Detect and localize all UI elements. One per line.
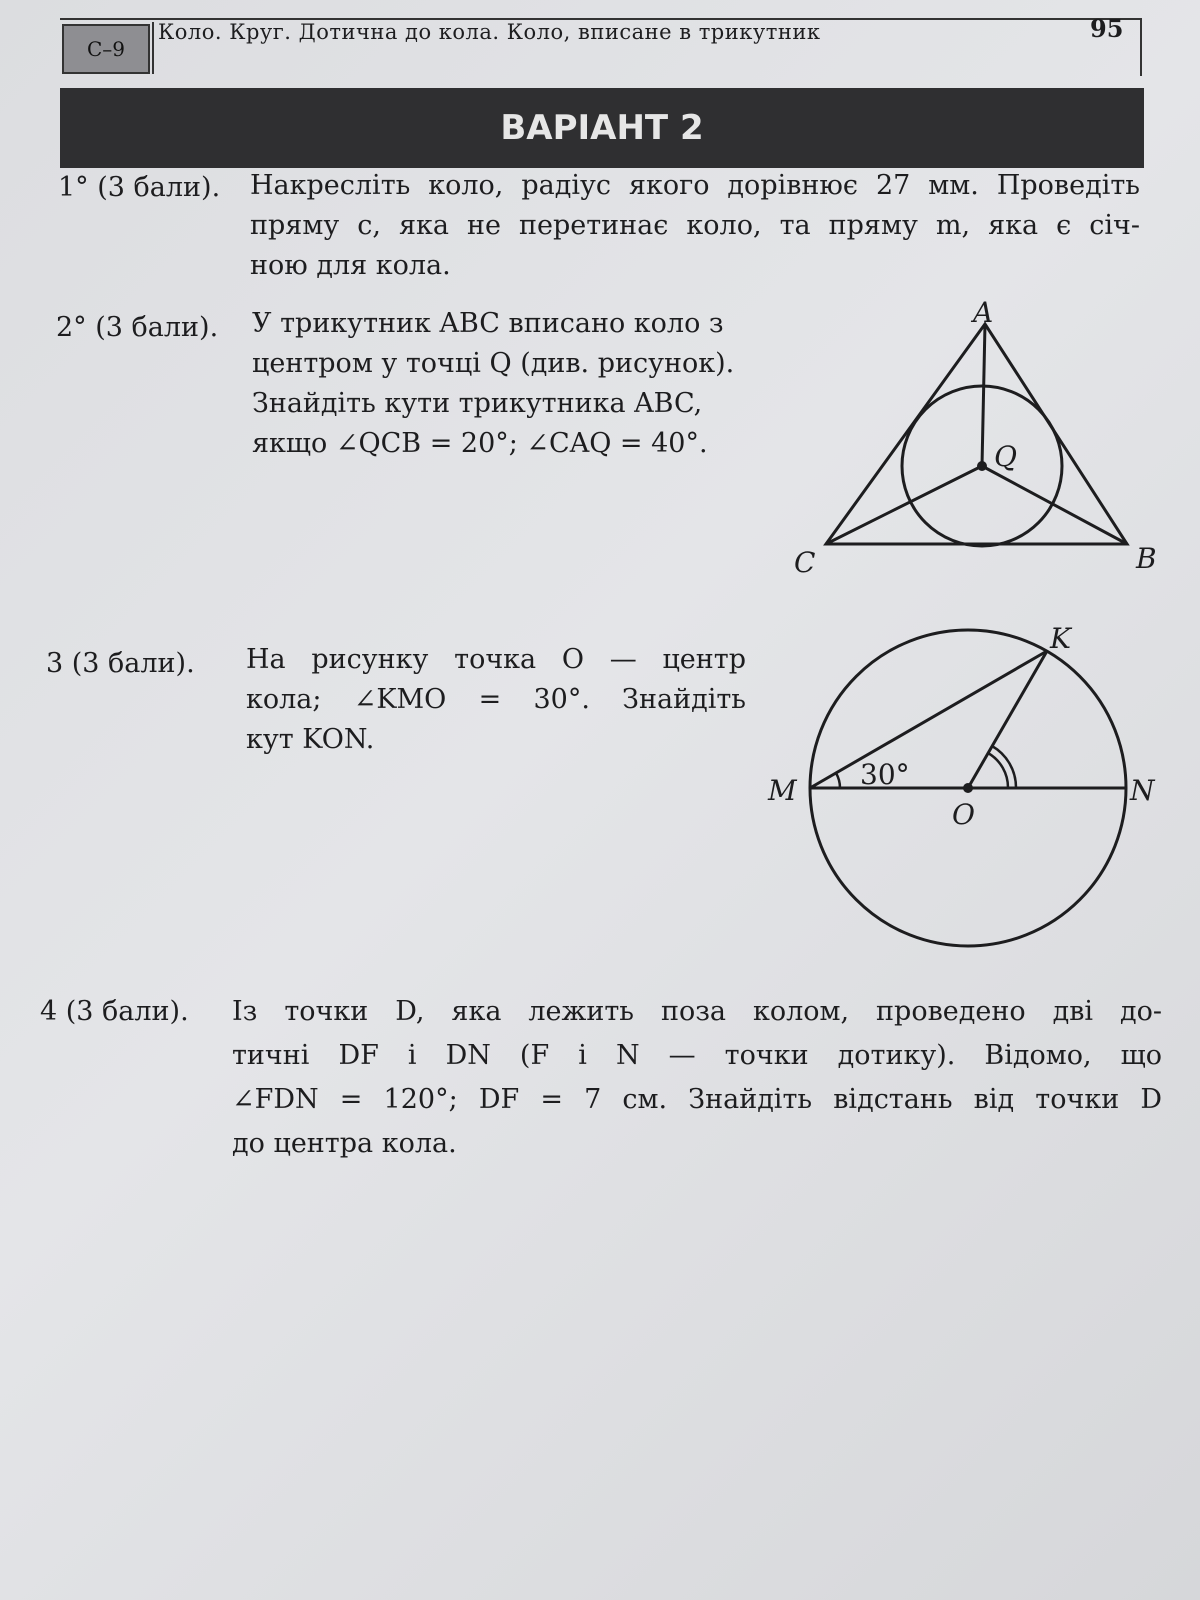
task-3-line: кут KON. [246, 724, 375, 755]
task-4-number: 4 (3 бали). [40, 996, 189, 1027]
task-1-line: Накресліть коло, радіус якого дорівнює 27 мм. Проведіть [250, 170, 1140, 201]
variant-banner: ВАРІАНТ 2 [60, 88, 1144, 168]
task-2-line: центром у точці Q (див. рисунок). [252, 348, 735, 379]
task-2-text [252, 304, 772, 464]
circle-chord-figure [760, 620, 1160, 960]
task-2-number: 2° (3 бали). [56, 312, 219, 343]
label-a: A [973, 296, 994, 329]
label-q: Q [994, 440, 1017, 473]
task-3-number: 3 (3 бали). [46, 648, 195, 679]
task-4-text [232, 990, 1162, 1166]
header-title: Коло. Круг. Дотична до кола. Коло, вписане в трикутник [158, 20, 821, 44]
label-m: M [768, 774, 797, 807]
label-n: N [1130, 774, 1155, 807]
task-3-line: На рисунку точка O — центр [246, 644, 746, 675]
task-1-line: ною для кола. [250, 250, 451, 281]
page-number: 95 [1090, 14, 1124, 43]
task-2-line: якщо ∠QCB = 20°; ∠CAQ = 40°. [252, 428, 708, 459]
task-2-line: Знайдіть кути трикутника ABC, [252, 388, 703, 419]
label-k: K [1050, 622, 1071, 655]
label-o: O [952, 798, 975, 831]
task-4-line: Із точки D, яка лежить поза колом, проведено дві до- [232, 996, 1162, 1027]
task-3-line: кола; ∠KMO = 30°. Знайдіть [246, 684, 746, 715]
angle-arc-kon-outer [992, 746, 1016, 788]
task-2-line: У трикутник ABC вписано коло з [252, 308, 724, 339]
point-o [963, 783, 973, 793]
task-3-text [246, 640, 746, 760]
task-1-text [250, 166, 1140, 286]
triangle-abc [826, 324, 1127, 544]
triangle-incircle-figure [770, 290, 1170, 590]
angle-arc-kmo [836, 773, 840, 788]
segment-aq [982, 324, 985, 466]
task-1-number: 1° (3 бали). [58, 172, 221, 203]
point-q [977, 461, 987, 471]
label-c: C [794, 546, 816, 579]
task-4-line: ∠FDN = 120°; DF = 7 см. Знайдіть відстань від точки D [232, 1084, 1162, 1115]
label-b: B [1136, 542, 1157, 575]
task-4-line: тичні DF і DN (F і N — точки дотику). Відомо, що [232, 1040, 1162, 1071]
segment-bq [982, 466, 1127, 544]
radius-ok [968, 651, 1047, 788]
section-tag: С–9 [62, 24, 150, 74]
task-4-line: до центра кола. [232, 1128, 457, 1159]
task-1-line: пряму c, яка не перетинає коло, та пряму m, яка є січ- [250, 210, 1140, 241]
header-divider [152, 22, 154, 74]
angle-label: 30° [860, 758, 910, 791]
